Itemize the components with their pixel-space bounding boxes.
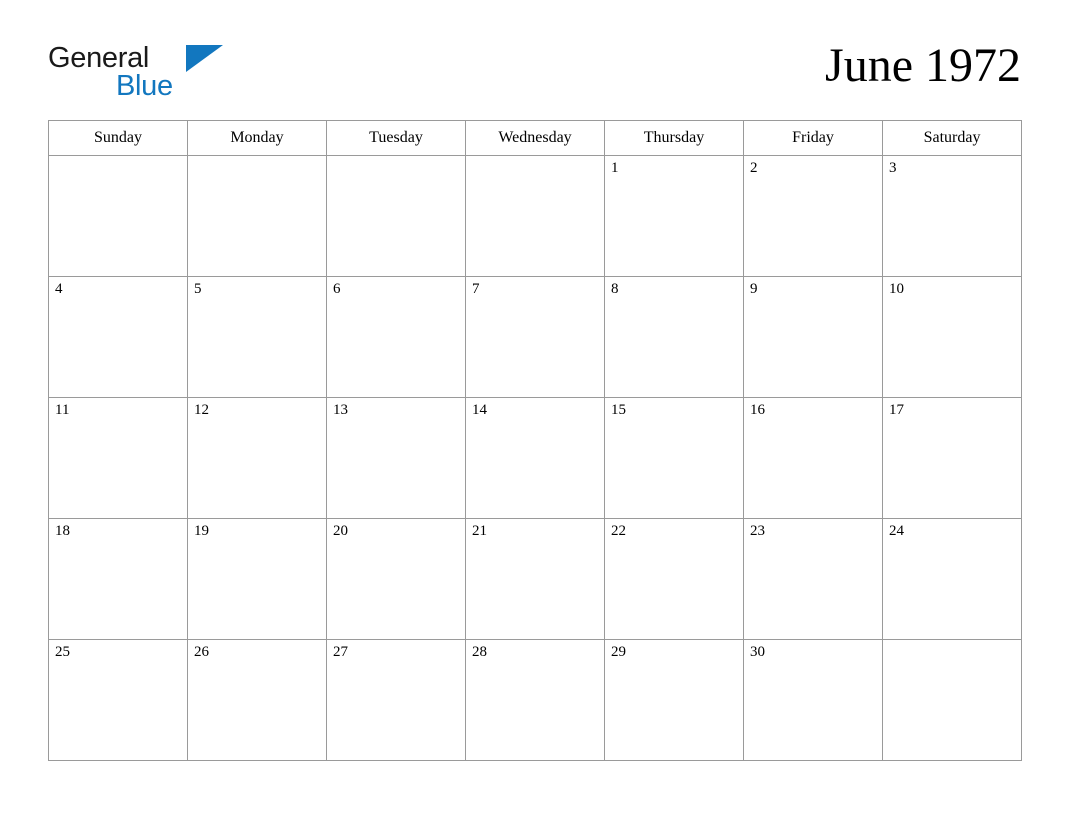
- day-cell[interactable]: [466, 519, 605, 640]
- day-cell[interactable]: [605, 398, 744, 519]
- calendar-header-row: [49, 121, 1022, 156]
- day-cell[interactable]: [466, 156, 605, 277]
- day-number: 16: [750, 402, 765, 418]
- day-number: 11: [55, 402, 70, 418]
- weekday-header-saturday: Saturday: [883, 121, 1022, 156]
- day-cell[interactable]: [744, 277, 883, 398]
- day-number: 19: [194, 523, 209, 539]
- day-cell[interactable]: [188, 640, 327, 761]
- day-number: 14: [472, 402, 487, 418]
- day-number: 2: [750, 160, 758, 176]
- day-cell[interactable]: [883, 640, 1022, 761]
- day-cell[interactable]: [883, 398, 1022, 519]
- day-number: 20: [333, 523, 348, 539]
- day-cell[interactable]: [883, 156, 1022, 277]
- day-cell[interactable]: [605, 519, 744, 640]
- calendar-grid: [48, 120, 1022, 761]
- day-cell[interactable]: [327, 519, 466, 640]
- day-cell[interactable]: [883, 519, 1022, 640]
- day-cell[interactable]: [466, 277, 605, 398]
- calendar-week-row: [49, 156, 1022, 277]
- day-cell[interactable]: [49, 156, 188, 277]
- weekday-header-tuesday: Tuesday: [327, 121, 466, 156]
- day-number: 21: [472, 523, 487, 539]
- weekday-header-sunday: Sunday: [49, 121, 188, 156]
- day-number: 23: [750, 523, 765, 539]
- day-cell[interactable]: [49, 519, 188, 640]
- day-number: 6: [333, 281, 341, 297]
- day-number: 1: [611, 160, 619, 176]
- day-cell[interactable]: [605, 156, 744, 277]
- day-number: 22: [611, 523, 626, 539]
- day-number: 18: [55, 523, 70, 539]
- day-cell[interactable]: [49, 398, 188, 519]
- day-cell[interactable]: [49, 277, 188, 398]
- calendar-week-row: [49, 277, 1022, 398]
- logo-text-blue: Blue: [116, 70, 173, 102]
- weekday-header-monday: Monday: [188, 121, 327, 156]
- day-number: 3: [889, 160, 897, 176]
- day-cell[interactable]: [188, 519, 327, 640]
- day-cell[interactable]: [744, 398, 883, 519]
- calendar-week-row: [49, 398, 1022, 519]
- triangle-icon: [186, 45, 223, 72]
- day-number: 17: [889, 402, 904, 418]
- day-number: 13: [333, 402, 348, 418]
- day-cell[interactable]: [327, 277, 466, 398]
- day-number: 27: [333, 644, 348, 660]
- day-number: 25: [55, 644, 70, 660]
- logo[interactable]: [48, 44, 248, 104]
- day-cell[interactable]: [605, 640, 744, 761]
- day-cell[interactable]: [49, 640, 188, 761]
- day-cell[interactable]: [744, 156, 883, 277]
- day-cell[interactable]: [466, 640, 605, 761]
- day-cell[interactable]: [466, 398, 605, 519]
- day-number: 5: [194, 281, 202, 297]
- day-number: 8: [611, 281, 619, 297]
- weekday-header-friday: Friday: [744, 121, 883, 156]
- calendar-week-row: [49, 640, 1022, 761]
- logo-text-general: General: [48, 42, 150, 74]
- day-cell[interactable]: [744, 519, 883, 640]
- day-number: 9: [750, 281, 758, 297]
- page-header: [48, 36, 1021, 104]
- day-number: 10: [889, 281, 904, 297]
- page-title: June 1972: [825, 39, 1021, 92]
- day-number: 4: [55, 281, 63, 297]
- day-cell[interactable]: [327, 398, 466, 519]
- day-cell[interactable]: [744, 640, 883, 761]
- calendar-week-row: [49, 519, 1022, 640]
- day-cell[interactable]: [883, 277, 1022, 398]
- day-number: 15: [611, 402, 626, 418]
- day-cell[interactable]: [327, 156, 466, 277]
- day-number: 28: [472, 644, 487, 660]
- day-number: 29: [611, 644, 626, 660]
- day-number: 12: [194, 402, 209, 418]
- day-cell[interactable]: [188, 398, 327, 519]
- day-cell[interactable]: [188, 277, 327, 398]
- weekday-header-wednesday: Wednesday: [466, 121, 605, 156]
- day-cell[interactable]: [327, 640, 466, 761]
- day-cell[interactable]: [188, 156, 327, 277]
- day-number: 30: [750, 644, 765, 660]
- day-number: 7: [472, 281, 480, 297]
- day-number: 24: [889, 523, 904, 539]
- day-number: 26: [194, 644, 209, 660]
- day-cell[interactable]: [605, 277, 744, 398]
- weekday-header-thursday: Thursday: [605, 121, 744, 156]
